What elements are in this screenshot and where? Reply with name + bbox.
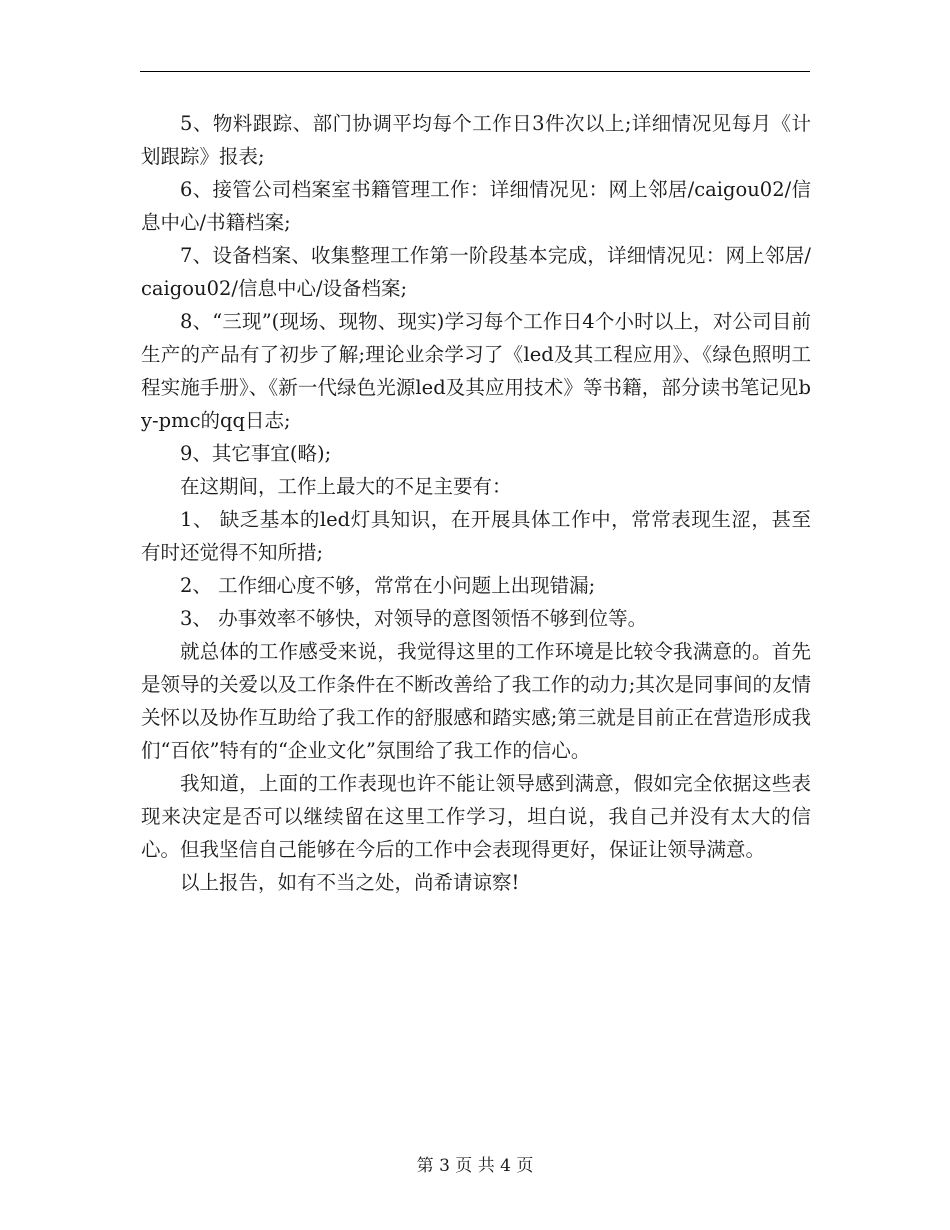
page-number: 第 3 页 共 4 页	[416, 1156, 534, 1176]
work-feeling-paragraph: 就总体的工作感受来说，我觉得这里的工作环境是比较令我满意的。首先是领导的关爱以及工作条件在不断改善给了我工作的动力;其次是同事间的友情关怀以及协作互助给了我工作的舒服感和踏实感;第三就是目前正在营造形成我们“百依”特有的“企业文化”氛围给了我工作的信心。	[141, 640, 811, 762]
shortcoming-item-3: 3、 办事效率不够快，对领导的意图领悟不够到位等。	[180, 607, 648, 630]
paragraph-item-6: 6、接管公司档案室书籍管理工作：详细情况见：网上邻居/caigou02/信息中心/书籍档案;	[141, 178, 811, 234]
shortcoming-item-1: 1、 缺乏基本的led灯具知识，在开展具体工作中，常常表现生涩，甚至有时还觉得不知所措;	[141, 508, 811, 564]
shortcoming-item-2: 2、 工作细心度不够，常常在小问题上出现错漏;	[180, 574, 596, 597]
self-assessment-paragraph: 我知道，上面的工作表现也许不能让领导感到满意，假如完全依据这些表现来决定是否可以继续留在这里工作学习，坦白说，我自己并没有太大的信心。但我坚信自己能够在今后的工作中会表现得更好，保证让领导满意。	[141, 772, 811, 861]
paragraph-item-8: 8、“三现”(现场、现物、现实)学习每个工作日4个小时以上，对公司目前生产的产品有了初步了解;理论业余学习了《led及其工程应用》、《绿色照明工程实施手册》、《新一代绿色光源led及其应用技术》等书籍，部分读书笔记见by-pmc的qq日志;	[141, 310, 811, 432]
shortcomings-intro: 在这期间，工作上最大的不足主要有：	[180, 475, 512, 498]
paragraph-item-7: 7、设备档案、收集整理工作第一阶段基本完成，详细情况见：网上邻居/caigou02/信息中心/设备档案;	[141, 244, 811, 300]
header-rule	[140, 71, 810, 72]
closing-paragraph: 以上报告，如有不当之处，尚希请谅察!	[180, 871, 520, 894]
paragraph-item-5: 5、物料跟踪、部门协调平均每个工作日3件次以上;详细情况见每月《计划跟踪》报表;	[141, 112, 811, 168]
paragraph-item-9: 9、其它事宜(略);	[180, 442, 332, 465]
document-body	[141, 107, 811, 899]
